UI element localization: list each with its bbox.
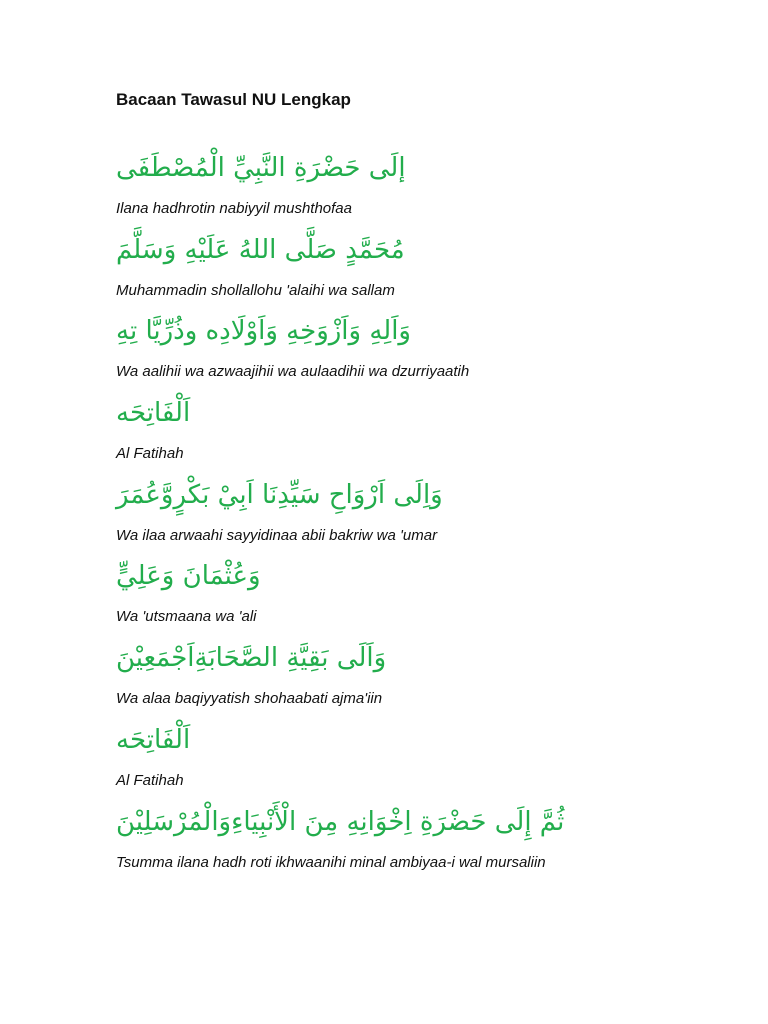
- verse-item: [116, 799, 736, 881]
- arabic-text: اَلْفَاتِحَه: [116, 398, 191, 429]
- verse-item: [116, 390, 736, 472]
- transliteration-text: Wa ilaa arwaahi sayyidinaa abii bakriw wa 'umar: [116, 526, 438, 544]
- verse-item: [116, 308, 736, 390]
- arabic-text: مُحَمَّدٍ صَلَّى اللهُ عَلَيْهِ وَسَلَّمَ: [116, 234, 405, 265]
- arabic-text: إلَى حَضْرَةِ النَّبِيِّ الْمُصْطَفَى: [116, 153, 406, 183]
- transliteration-text: Wa aalihii wa azwaajihii wa aulaadihii wa dzurriyaatih: [116, 363, 470, 381]
- verse-item: [116, 145, 736, 227]
- transliteration-text: Wa alaa baqiyyatish shohaabati ajma'iin: [116, 690, 383, 708]
- transliteration-text: Tsumma ilana hadh roti ikhwaanihi minal ambiyaa-i wal mursaliin: [116, 853, 546, 871]
- transliteration-text: Al Fatihah: [116, 445, 184, 463]
- document-body: [116, 89, 736, 880]
- arabic-text: وَعُثْمَانَ وَعَلِيٍّ: [116, 561, 261, 592]
- transliteration-text: Al Fatihah: [116, 771, 184, 789]
- verse-item: [116, 635, 736, 717]
- page-title: Bacaan Tawasul NU Lengkap: [116, 90, 351, 109]
- verse-item: [116, 717, 736, 799]
- transliteration-text: Muhammadin shollallohu 'alaihi wa sallam: [116, 281, 395, 299]
- arabic-text: وَاَلِهِ وَاَزْوَخِهِ وَاَوْلَادِه وذُرِّيَّا تِهِ: [116, 316, 411, 347]
- verse-item: [116, 553, 736, 635]
- verse-item: [116, 472, 736, 554]
- arabic-text: وَاِلَى اَرْوَاحِ سَيِّدِنَا اَبِيْ بَكْرٍوَّعُمَرَ: [116, 479, 443, 510]
- arabic-text: اَلْفَاتِحَه: [116, 724, 191, 755]
- arabic-text: وَاَلَى بَقِيَّةِ الصَّحَابَةِاَجْمَعِيْنَ: [116, 643, 387, 674]
- transliteration-text: Wa 'utsmaana wa 'ali: [116, 608, 257, 626]
- arabic-text: ثُمَّ إِلَى حَضْرَةِ اِخْوَانِهِ مِنَ الْأَنْبِيَاءِوَالْمُرْسَلِيْنَ: [116, 806, 565, 837]
- verse-item: [116, 227, 736, 309]
- transliteration-text: Ilana hadhrotin nabiyyil mushthofaa: [116, 200, 352, 217]
